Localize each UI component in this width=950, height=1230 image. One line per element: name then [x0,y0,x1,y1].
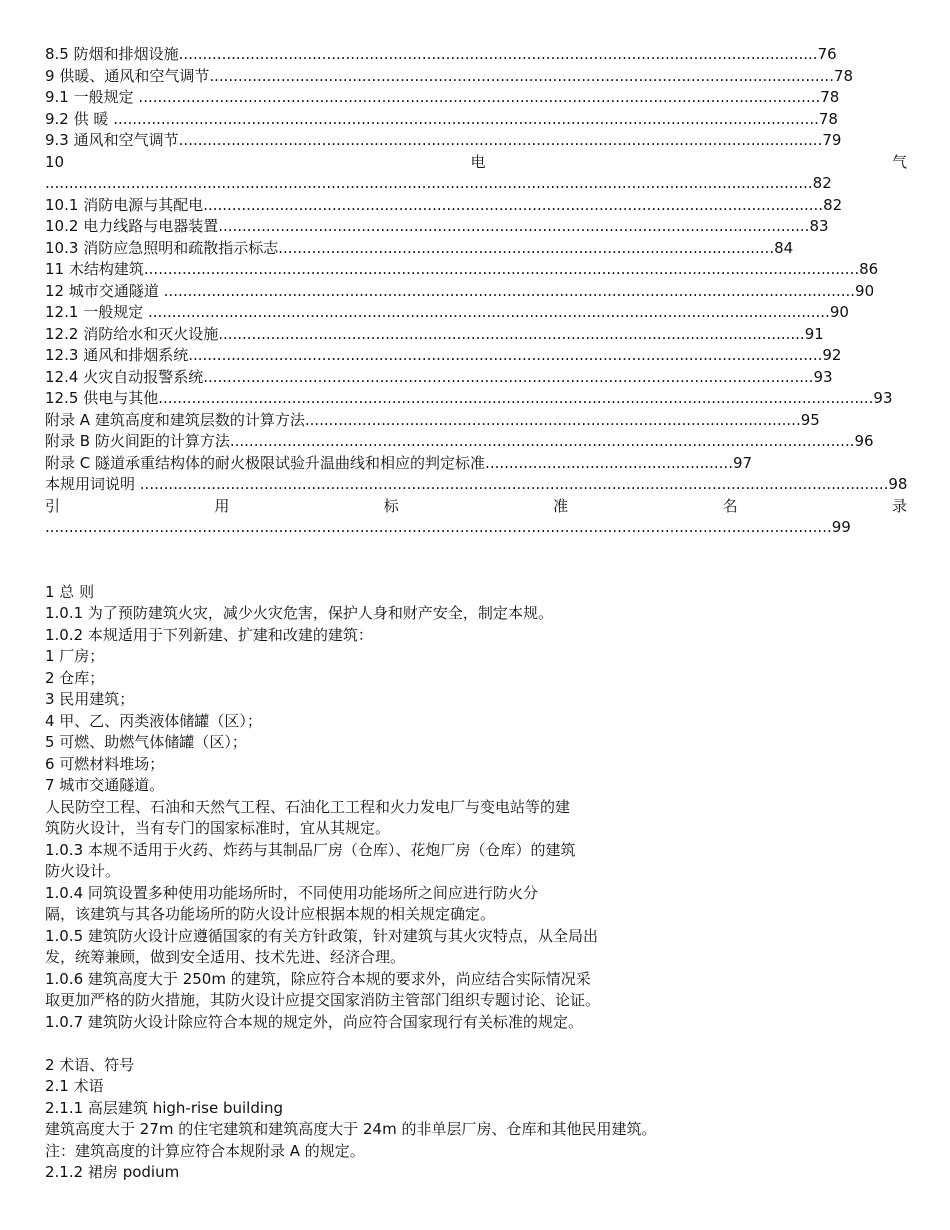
spacer [45,1033,907,1055]
paragraph-line: 1.0.7 建筑防火设计除应符合本规的规定外，尚应符合国家现行有关标准的规定。 [45,1012,583,1031]
paragraph-line: 建筑高度大于 27m 的住宅建筑和建筑高度大于 24m 的非单层厂房、仓库和其他民用建筑。 [45,1120,657,1138]
toc-entry-number: 12.4 [45,367,79,386]
toc-entry[interactable] [45,216,907,238]
toc-entry-number: 附录 B [45,432,91,450]
toc-entry-page: 98 [888,475,908,493]
toc-spread-char: 准 [553,496,569,515]
toc-entry-page: 79 [822,131,842,149]
toc-entry-leader: ................................................................................................................................... [229,432,855,450]
document-page [45,44,907,1184]
toc-entry-page: 96 [854,432,874,450]
toc-entry[interactable] [45,87,907,109]
spacer [45,539,907,582]
toc-entry-page: 91 [804,324,824,343]
toc-entry-page: 84 [774,238,794,257]
paragraph-line: 1.0.3 本规不适用于火药、炸药与其制品厂房（仓库）、花炮厂房（仓库）的建筑 [45,840,576,859]
toc-entry-title: 建筑高度和建筑层数的计算方法 [94,410,305,429]
toc-entry-leader: ................................................................................................................................................................. [45,174,813,192]
toc-entry-page: 82 [812,174,832,192]
toc-entry-page: 97 [733,453,753,472]
toc-entry-page: 78 [833,66,854,85]
toc-entry-page: 99 [831,518,851,536]
paragraph-line: 2 仓库； [45,668,105,687]
toc-entry[interactable] [45,410,907,432]
toc-entry[interactable] [45,130,907,152]
toc-entry-leader: ............................................................................................................................................................. [139,475,889,493]
toc-entry-title: 供暖、通风和空气调节 [59,66,210,85]
toc-entry-leader: .................................................................................................................................. [203,195,824,214]
toc-spread-char: 录 [891,496,907,515]
table-of-contents-continued [45,195,907,496]
toc-entry-leader: ........................................................................................................................... [218,324,805,343]
toc-entry[interactable] [45,302,907,324]
toc-spread-char: 气 [891,152,907,171]
paragraph-line: 1.0.5 建筑防火设计应遵循国家的有关方针政策，针对建筑与其火灾特点，从全局出 [45,926,598,945]
toc-entry-number: 11 [45,260,65,278]
toc-entry[interactable] [45,281,907,303]
paragraph-line: 1.0.2 本规适用于下列新建、扩建和改建的建筑： [45,625,373,644]
toc-entry-title: 隧道承重结构体的耐火极限试验升温曲线和相应的判定标准 [95,453,486,472]
paragraph-line: 防火设计。 [45,862,121,880]
toc-entry-title: 电力线路与电器装置 [83,217,219,235]
toc-entry-page: 76 [817,45,837,63]
toc-entry[interactable] [45,367,907,389]
toc-entry-leader: ........................................................................................................ [278,238,775,257]
toc-spread-char: 10 [45,152,65,171]
toc-entry[interactable] [45,195,907,217]
toc-entry[interactable] [45,474,907,496]
toc-entry-page: 95 [800,410,820,429]
toc-entry-number: 10.2 [45,217,79,235]
paragraph-line: 1 厂房； [45,647,105,665]
paragraph-line: 1.0.4 同筑设置多种使用功能场所时，不同使用功能场所之间应进行防火分 [45,883,538,902]
paragraph-line: 发，统筹兼顾，做到安全适用、技术先进、经济合理。 [45,948,406,966]
toc-entry-title: 一般规定 [73,88,139,106]
toc-entry[interactable] [45,238,907,260]
toc-spread-char: 名 [722,496,738,515]
toc-entry-leader: ................................................................................................................................... [209,66,834,85]
table-of-contents [45,44,907,152]
toc-entry-page: 92 [822,346,842,364]
paragraph-line: 人民防空工程、石油和天然气工程、石油化工工程和火力发电厂与变电站等的建 [45,797,571,816]
toc-entry-leader: ...................................................................................................................................................... [158,389,874,407]
toc-entry-page: 93 [873,389,893,407]
paragraph-line: 隔，该建筑与其各功能场所的防火设计应根据本规的相关规定确定。 [45,905,496,923]
toc-entry-leader: ............................................................................................................................................... [147,303,830,321]
toc-entry-page: 90 [829,303,849,321]
toc-entry-number: 9.1 [45,88,69,106]
toc-entry[interactable] [45,345,907,367]
toc-entry-number: 9 [45,66,55,85]
toc-entry-leader: ..................................................................................................................................................................... [45,518,832,536]
toc-spread-char: 引 [45,496,61,515]
toc-entry-page: 82 [823,195,843,214]
toc-entry-page: 83 [809,217,829,235]
paragraph-line: 3 民用建筑； [45,690,135,708]
toc-entry-title: 城市交通隧道 [68,281,164,300]
toc-entry-page: 78 [820,88,840,106]
toc-entry-title: 本规用词说明 [45,475,140,493]
toc-entry-number: 12.1 [45,303,79,321]
paragraph-line: 6 可燃材料堆场； [45,754,165,773]
toc-entry-page: 93 [813,367,833,386]
paragraph-line: 2.1.2 裙房 podium [45,1163,180,1181]
toc-entry-leader: ...................................................................................................................................... [178,45,818,63]
toc-entry-title: 供 暖 [73,109,114,128]
paragraph-line: 1 总 则 [45,582,95,601]
paragraph-line: 2 术语、符号 [45,1055,135,1074]
toc-entry-number: 8.5 [45,45,69,63]
toc-entry-leader: .................................................................................................................................................... [113,109,819,128]
paragraph-line: 5 可燃、助燃气体储罐（区）； [45,733,247,751]
paragraph-line: 注：建筑高度的计算应符合本规附录 A 的规定。 [45,1141,365,1160]
toc-entry-page: 86 [859,260,879,278]
toc-entry-title: 消防电源与其配电 [83,195,204,214]
toc-spread-heading [45,496,907,518]
toc-entry[interactable] [45,66,907,88]
toc-spread-char: 标 [383,496,399,515]
toc-entry-title: 防烟和排烟设施 [73,45,179,63]
paragraph-line: 1.0.6 建筑高度大于 250m 的建筑，除应符合本规的要求外，尚应结合实际情况采 [45,969,591,988]
toc-entry-title: 消防应急照明和疏散指示标志 [83,238,279,257]
toc-entry-number: 附录 C [45,453,91,472]
toc-entry-leader [45,173,907,195]
toc-entry-leader: ....................................................................................................................................... [178,131,823,149]
toc-entry-leader: ............................................................................................................................................... [138,88,821,106]
paragraph-line: 2.1 术语 [45,1077,104,1095]
toc-entry-number: 12.3 [45,346,79,364]
paragraph-line: 2.1.1 高层建筑 high-rise building [45,1098,284,1117]
toc-entry[interactable] [45,44,907,66]
toc-entry-number: 12.5 [45,389,79,407]
toc-entry[interactable] [45,324,907,346]
toc-entry-page: 78 [818,109,838,128]
toc-spread-char: 用 [214,496,230,515]
toc-spread-heading [45,152,907,174]
paragraph-line: 筑防火设计，当有专门的国家标准时，宜从其规定。 [45,819,391,837]
toc-entry-leader: ................................................................................................................................................. [163,281,856,300]
toc-entry-title: 一般规定 [83,303,148,321]
toc-entry-number: 附录 A [45,410,91,429]
toc-entry[interactable] [45,109,907,131]
toc-entry-title: 供电与其他 [83,389,159,407]
toc-entry-leader: ........................................................................................................ [304,410,801,429]
toc-entry-title: 通风和排烟系统 [83,346,189,364]
toc-entry-leader: ............................................................................................................................ [218,217,810,235]
toc-entry-number: 12 [45,281,65,300]
paragraph-line: 取更加严格的防火措施，其防火设计应提交国家消防主管部门组织专题讨论、论证。 [45,991,601,1009]
toc-entry[interactable] [45,388,907,410]
toc-entry-number: 10.1 [45,195,79,214]
toc-entry-title: 火灾自动报警系统 [83,367,204,386]
toc-entry[interactable] [45,259,907,281]
toc-entry-number: 9.3 [45,131,69,149]
toc-entry-title: 木结构建筑 [68,260,144,278]
toc-entry-leader: ..................................................................................................................................... [188,346,823,364]
paragraph-line: 4 甲、乙、丙类液体储罐（区）； [45,711,262,730]
chapter-2-terms [45,1055,907,1184]
toc-entry-number: 10.3 [45,238,79,257]
toc-spread-char: 电 [470,152,486,171]
toc-entry-number: 12.2 [45,324,79,343]
toc-entry[interactable] [45,431,907,453]
toc-entry-leader: ................................................................................................................................ [203,367,814,386]
toc-entry-page: 90 [855,281,875,300]
toc-entry[interactable] [45,453,907,475]
paragraph-line: 7 城市交通隧道。 [45,776,165,794]
toc-entry-leader: .................................................... [485,453,733,472]
toc-entry-leader [45,517,907,539]
toc-entry-title: 防火间距的计算方法 [94,432,230,450]
chapter-1-general-provisions [45,582,907,1034]
toc-entry-title: 通风和空气调节 [73,131,179,149]
toc-entry-title: 消防给水和灭火设施 [83,324,219,343]
toc-entry-leader: ...................................................................................................................................................... [143,260,860,278]
paragraph-line: 1.0.1 为了预防建筑火灾，减少火灾危害，保护人身和财产安全，制定本规。 [45,604,553,622]
toc-entry-number: 9.2 [45,109,69,128]
